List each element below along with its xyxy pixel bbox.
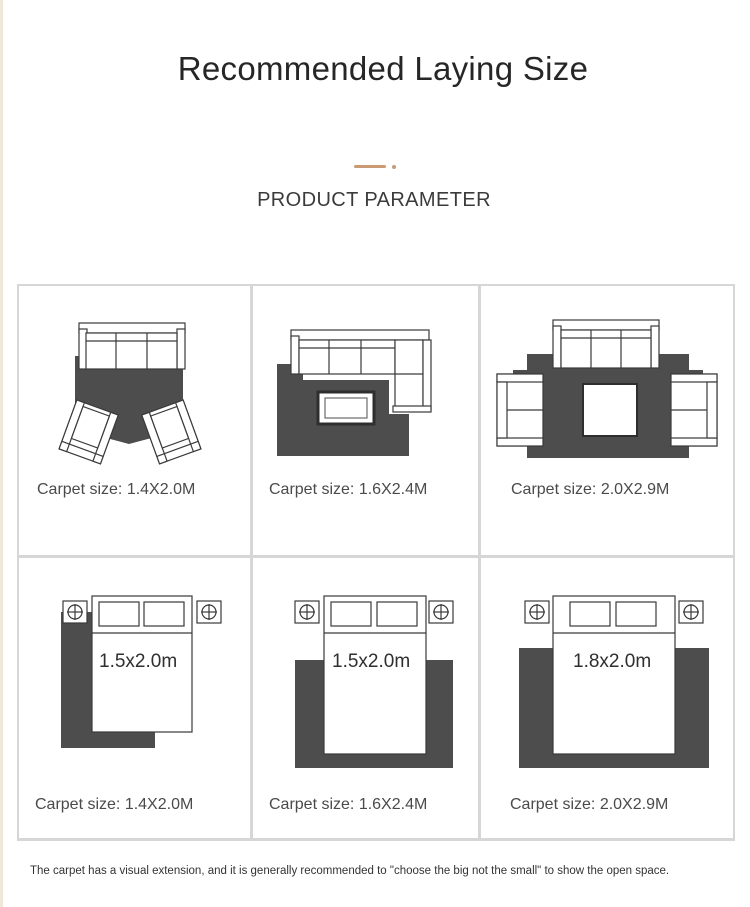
living-medium-illustration — [253, 286, 478, 486]
layout-grid — [17, 284, 735, 841]
panel-living-medium — [253, 286, 478, 555]
panel-living-large — [481, 286, 733, 555]
side-chair-right-icon — [671, 374, 717, 446]
bed-icon — [324, 596, 426, 754]
section-subtitle: PRODUCT PARAMETER — [257, 189, 491, 211]
bed-size-label: 1.8x2.0m — [573, 651, 652, 672]
page-title: Recommended Laying Size — [177, 50, 589, 87]
nightstand-left-icon — [295, 601, 319, 623]
living-large-illustration — [481, 286, 733, 486]
panel-caption: Carpet size: 1.4X2.0M — [35, 796, 194, 813]
nightstand-left-icon — [525, 601, 549, 623]
bed-size-label: 1.5x2.0m — [99, 651, 178, 672]
sofa-icon — [553, 320, 659, 368]
panel-bedroom-large — [481, 558, 733, 838]
accent-divider — [354, 164, 398, 170]
bed-icon — [553, 596, 675, 754]
panel-bedroom-small — [19, 558, 250, 838]
panel-caption: Carpet size: 2.0X2.9M — [510, 796, 669, 813]
sofa-icon — [79, 323, 185, 369]
panel-bedroom-medium — [253, 558, 478, 838]
nightstand-left-icon — [63, 601, 87, 623]
panel-living-small — [19, 286, 250, 555]
coffee-table-icon — [583, 384, 637, 436]
living-small-illustration — [19, 286, 250, 486]
nightstand-right-icon — [429, 601, 453, 623]
panel-caption: Carpet size: 2.0X2.9M — [511, 481, 670, 498]
side-chair-left-icon — [497, 374, 543, 446]
nightstand-right-icon — [679, 601, 703, 623]
footer-note: The carpet has a visual extension, and it is generally recommended to "choose the big not the small" to show the open space. — [30, 865, 670, 877]
accent-bar — [354, 165, 386, 168]
nightstand-right-icon — [197, 601, 221, 623]
accent-dot — [392, 165, 396, 169]
bed-size-label: 1.5x2.0m — [332, 651, 411, 672]
panel-caption: Carpet size: 1.4X2.0M — [37, 481, 196, 498]
panel-caption: Carpet size: 1.6X2.4M — [269, 796, 428, 813]
coffee-table-icon — [318, 392, 374, 424]
panel-caption: Carpet size: 1.6X2.4M — [269, 481, 428, 498]
left-edge-strip — [0, 0, 3, 907]
